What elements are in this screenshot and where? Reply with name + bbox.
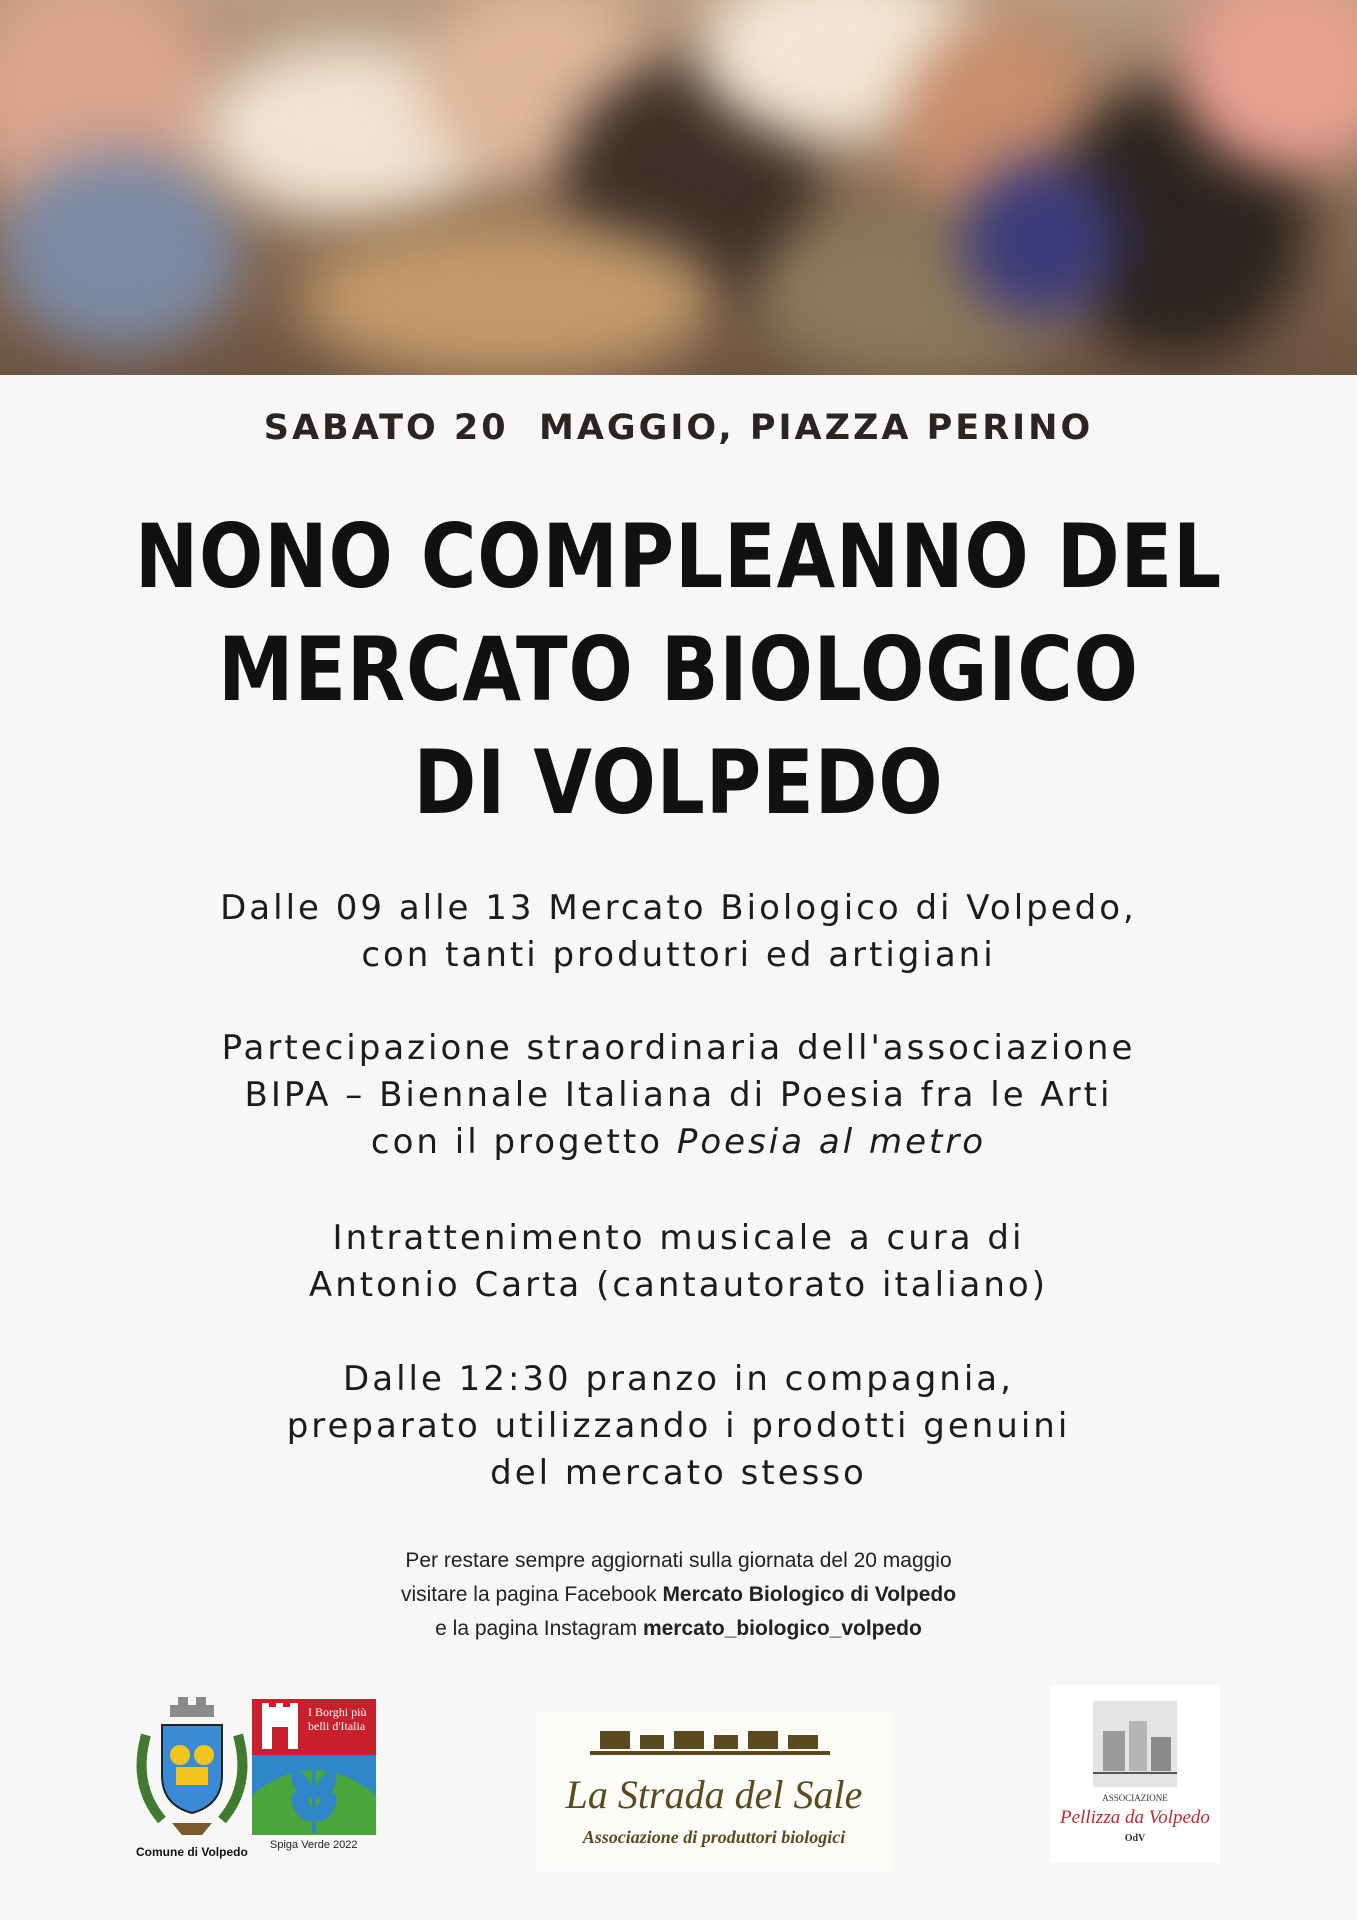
pellizza-assoc: ASSOCIAZIONE (1102, 1793, 1168, 1803)
strada-title: La Strada del Sale (565, 1772, 863, 1817)
project-name: Poesia al metro (676, 1122, 987, 1162)
wheat-ear-icon (252, 1755, 376, 1835)
info-text: visitare la pagina Facebook (400, 1583, 663, 1606)
program-line: Dalle 09 alle 13 Mercato Biologico di Volpedo, (220, 888, 1137, 928)
program-line: con tanti produttori ed artigiani (361, 935, 996, 975)
program-text: con il progetto (370, 1122, 677, 1162)
info-line: Per restare sempre aggiornati sulla giornata del 20 maggio (405, 1549, 952, 1572)
program-line: preparato utilizzando i prodotti genuini (286, 1406, 1071, 1446)
borghi-label: I Borghi più belli d'Italia (308, 1705, 367, 1733)
program-music (0, 1215, 1357, 1309)
program-line: BIPA – Biennale Italiana di Poesia fra le Arti (244, 1075, 1113, 1115)
comune-label: Comune di Volpedo (136, 1845, 248, 1859)
program-line: Antonio Carta (cantautorato italiano) (309, 1265, 1048, 1305)
instagram-page: mercato_biologico_volpedo (642, 1617, 922, 1640)
pellizza-odv: OdV (1124, 1833, 1146, 1844)
program-bipa (0, 1025, 1357, 1166)
title-line: MERCATO BIOLOGICO (218, 618, 1139, 721)
event-title (95, 500, 1262, 839)
spiga-label: Spiga Verde 2022 (270, 1839, 358, 1851)
coat-of-arms-icon (132, 1695, 252, 1845)
program-line: Partecipazione straordinaria dell'associazione (221, 1028, 1136, 1068)
social-info (0, 1544, 1357, 1646)
strada-subtitle: Associazione di produttori biologici (582, 1827, 846, 1847)
strada-del-sale-logo (536, 1711, 892, 1871)
hero-photo (0, 0, 1357, 375)
program-line: del mercato stesso (490, 1453, 867, 1493)
facebook-page: Mercato Biologico di Volpedo (662, 1583, 957, 1606)
program-line: Dalle 12:30 pranzo in compagnia, (343, 1359, 1014, 1399)
title-line: DI VOLPEDO (413, 731, 944, 834)
event-date-place: SABATO 20 MAGGIO, PIAZZA PERINO (263, 408, 1094, 448)
pellizza-logo (1050, 1685, 1220, 1863)
spiga-verde-logo (252, 1755, 376, 1855)
comune-volpedo-logo (132, 1695, 252, 1859)
borghi-logo (252, 1699, 376, 1755)
info-line (0, 1612, 1357, 1646)
title-line: NONO COMPLEANNO DEL (134, 505, 1223, 608)
program-lunch (0, 1356, 1357, 1497)
pellizza-name: Pellizza da Volpedo (1060, 1807, 1210, 1828)
program-market (0, 885, 1357, 979)
caravan-icon (590, 1721, 830, 1761)
info-text: e la pagina Instagram (435, 1617, 643, 1640)
tower-icon (252, 1699, 308, 1755)
program-line: Intrattenimento musicale a cura di (332, 1218, 1025, 1258)
sketch-landscape-icon (1093, 1701, 1177, 1787)
program-line (0, 1119, 1357, 1166)
info-line (0, 1578, 1357, 1612)
